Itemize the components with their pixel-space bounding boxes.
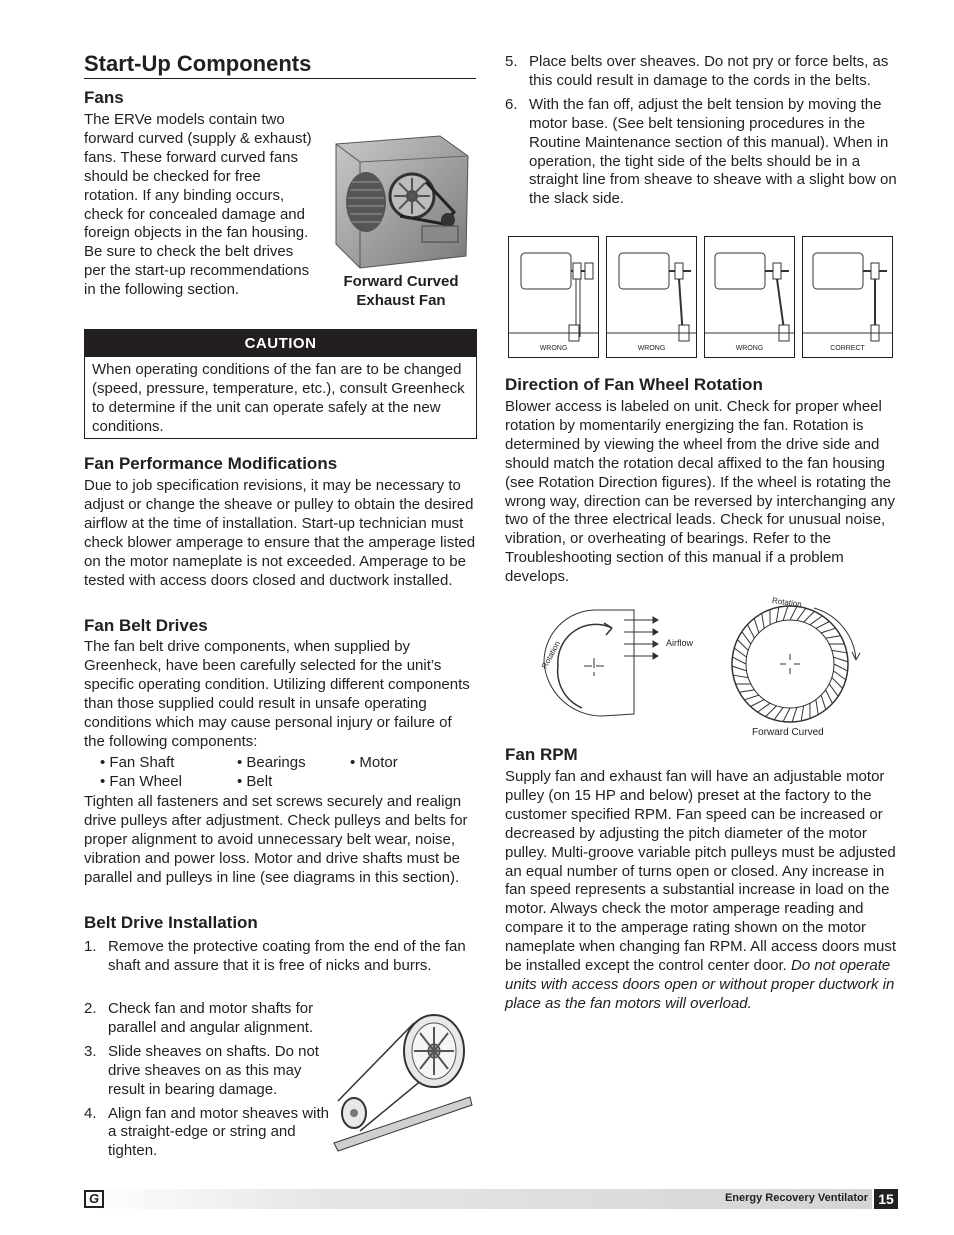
wheel-blade [783,606,788,621]
install-step-6: 6. With the fan off, adjust the belt tension by moving the motor base. (See belt tensioning procedures in the Routine Maintenance section of this manual). When in operation, the tight side of the belts should be in a straight line from sheave to sheave with a slight bow on the slack side. [505,95,897,208]
fan-performance-heading: Fan Performance Modifications [84,454,338,473]
component-fan-shaft: • Fan Shaft [100,754,175,771]
alignment-label-3: WRONG [735,345,764,352]
wheel-blade [821,695,826,710]
install-step-3: 3. Slide sheaves on shafts. Do not drive sheaves on as this may result in bearing damage. [84,1042,319,1098]
wheel-blade [732,657,746,664]
alignment-panel-4 [802,236,893,358]
wheel-blade [833,671,845,680]
installation-steps-2 [84,1000,340,1161]
fan-belt-drives-heading: Fan Belt Drives [84,616,208,635]
wheel-blade [833,657,848,662]
page-number: 15 [874,1189,898,1209]
wheel-blade [804,611,815,622]
fan-belt-drives-text2: Tighten all fasteners and set screws securely and realign drive pulleys after adjustment. Check pulleys and belts for proper alignment to avoid unnecessary belt wear, noise, vibration and power loss. Motor and drive shafts must be parallel and pulleys in line (see diagrams in this section). [84,793,468,886]
component-belt: • Belt [237,773,273,790]
wheel-blade [742,632,751,644]
fans-text: The ERVe models contain two forward curved (supply & exhaust) fans. These forward curved fans should be checked for free rotation. If any binding occurs, check for concealed damage and foreign objects in the fan housing. Be sure to check the belt drives per the start-up recommendations in the following section. [84,111,312,299]
title-rule [84,78,476,79]
wheel-blade [826,636,841,638]
component-bearings: • Bearings [237,754,306,771]
wheel-blade [810,616,822,625]
fan-performance-text: Due to job specification revisions, it may be necessary to adjust or change the sheave or pulley to obtain the desired airflow at the time of installation. Start-up technician must check blower amperage to ensure that the amperage listed on the motor nameplate is not exceeded. Amperage to be tested with access doors closed and ductwork installed. [84,477,476,589]
wheel-blade [737,640,748,651]
housing-rotation-label: Rotation [540,639,562,671]
wheel-blade [774,707,783,719]
alignment-panel-2 [606,236,697,358]
wheel-blade [790,606,797,620]
wheel-blade [816,621,830,628]
caution-heading: CAUTION [85,330,476,357]
component-fan-wheel: • Fan Wheel [100,773,182,790]
wheel-blade [834,664,848,671]
wheel-blade [758,703,770,712]
wheel-blade [797,608,806,620]
footer-title: Energy Recovery Ventilator [724,1192,868,1204]
wheel-blade [832,678,843,689]
wheel-blade [816,700,818,715]
wheel-blade [829,684,838,696]
wheel-blade [747,625,754,639]
alignment-label-4: CORRECT [830,345,865,352]
wheel-blade [792,707,797,722]
install-step-2: 2. Check fan and motor shafts for parallel and angular alignment. [84,1000,314,1036]
caution-text: When operating conditions of the fan are to be changed (speed, pressure, temperature, etc.), consult Greenheck to determine if the unit can operate safely at the new conditions. [92,361,465,435]
wheel-blade [801,706,803,721]
belt-drive-installation-heading: Belt Drive Installation [84,913,258,932]
wheel-blade [762,613,764,628]
caution-box [84,329,477,439]
install-step-5: 5. Place belts over sheaves. Do not pry or force belts, as this could result in damage to the cords in the belts. [505,53,889,89]
wheel-blade [826,690,833,704]
airflow-label: Airflow [666,638,694,648]
install-step-1: 1. Remove the protective coating from the end of the fan shaft and assure that it is free of nicks and burrs. [84,938,466,974]
direction-heading: Direction of Fan Wheel Rotation [505,375,763,394]
alignment-panel-3 [704,236,795,358]
wheel-blade [776,607,778,622]
wheel-blade [734,648,746,657]
installation-steps-1 [84,938,476,976]
wheel-blade [751,700,765,707]
direction-text: Blower access is labeled on unit. Check for proper wheel rotation by momentarily energizing the fan. Rotation is determined by viewing the wheel from the drive side and should match the rotation decal affixed to the fan housing (see Rotation Direction figures). If the wheel is rotating the wrong way, direction can be reversed by interchanging any two of the three electrical leads. Check for unusual noise, vibration, or overheating of bearings. Refer to the Troubleshooting section of this manual if a problem develops. [505,398,895,586]
forward-curved-fan-image [330,132,474,272]
wheel-blade [832,650,847,652]
greenheck-logo-icon: G [84,1190,104,1208]
fan-figure-caption: Forward Curved Exhaust Fan [343,273,459,309]
wheel-rotation-label: Rotation [771,595,803,610]
forward-curved-caption: Forward Curved [752,727,824,738]
wheel-blade [754,618,759,633]
wheel-blade [739,690,754,692]
wheel-blade [733,675,748,677]
fans-heading: Fans [84,88,124,107]
fan-rpm-warning: Do not operate units with access doors open or without proper ductwork in place as the fan motors will overload. [505,957,895,1012]
wheel-blade [821,628,836,633]
alignment-label-1: WRONG [539,345,568,352]
page-title: Start-Up Components [84,51,312,76]
alignment-panel-1 [508,236,599,358]
wheel-blade [732,666,747,671]
alignment-label-2: WRONG [637,345,666,352]
installation-steps-3 [505,53,897,209]
wheel-blade [766,706,777,717]
component-motor: • Motor [350,754,398,771]
wheel-blade [744,695,759,700]
install-step-4: 4. Align fan and motor sheaves with a straight-edge or string and tighten. [84,1104,329,1160]
fan-belt-drives-text: The fan belt drive components, when supplied by Greenheck, have been carefully selected for the unit’s specific operating condition. Utilizing different components than those supplied could result in unsafe operating conditions which may cause personal injury or failure of the following components: [84,638,470,750]
fan-rpm-heading: Fan RPM [505,745,578,764]
wheel-blade [783,708,790,722]
rotation-diagram [538,596,888,744]
sheave-straightedge-image [330,1005,476,1153]
fan-rpm-text: Supply fan and exhaust fan will have an adjustable motor pulley (on 15 HP and below) preset at the factory to the customer specified RPM. Fan speed can be increased or decreased by adjusting the pitch diameter of the motor pulley. Multi-groove variable pitch pulleys must be adjusted an equal number of turns open or closed. Any increase in fan speed represents a substantial increase in load on the motor. Always check the motor amperage reading and compare it to the amperage rating shown on the motor nameplate when changing fan RPM. All access doors must be installed except the control center door. Do not operate units with access doors open or without proper ductwork in place as the fan motors will overload. [505,768,897,1012]
